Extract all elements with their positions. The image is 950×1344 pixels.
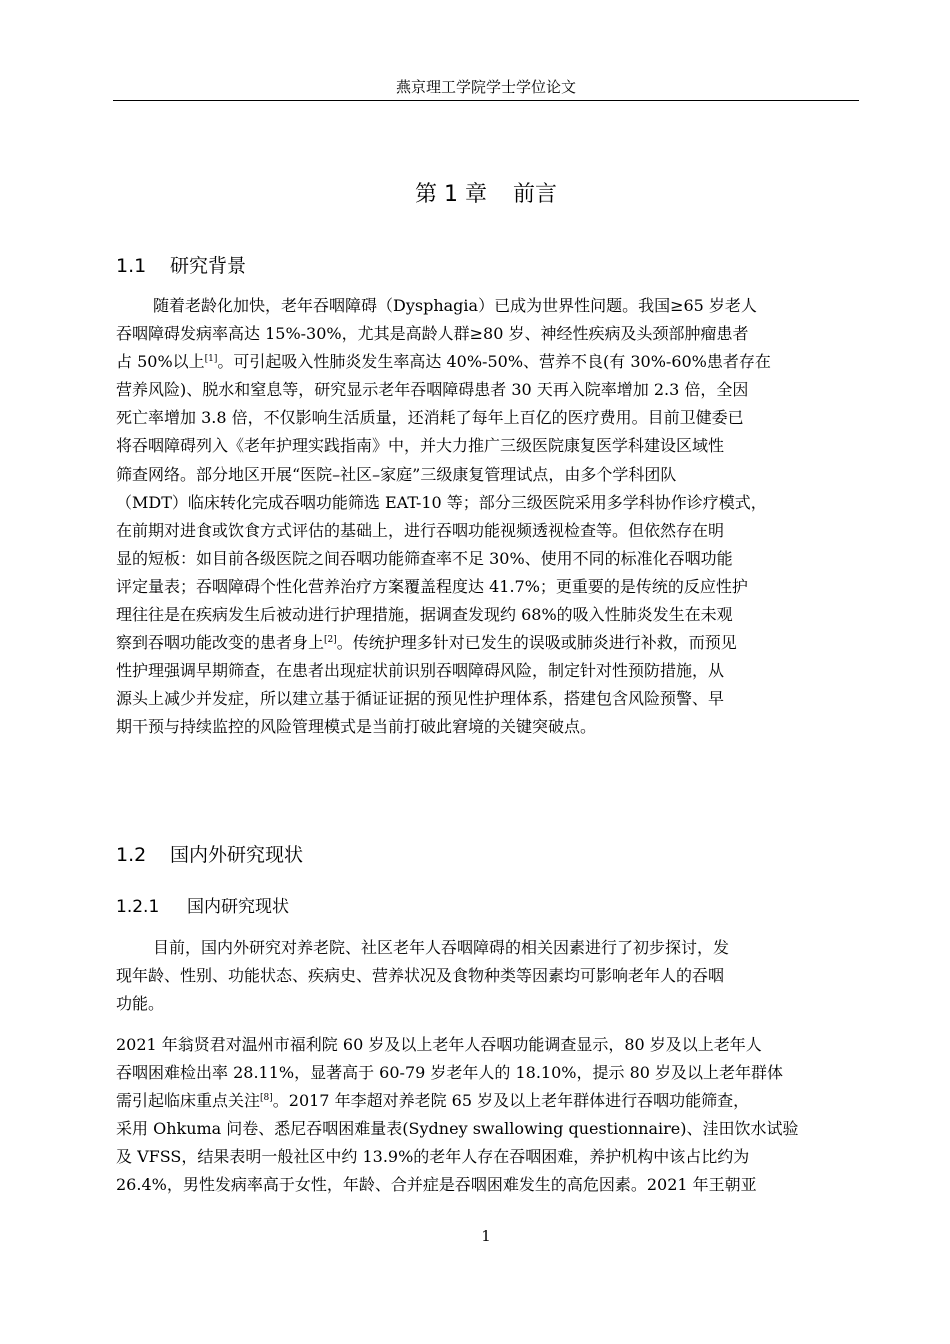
subsection-heading-1-2-1 bbox=[116, 895, 289, 919]
text-line bbox=[116, 348, 862, 376]
text-line: 现年龄、性别、功能状态、疾病史、营养状况及食物种类等因素均可影响老年人的吞咽 bbox=[116, 966, 725, 986]
text-line: 及 VFSS，结果表明一般社区中约 13.9%的老年人存在吞咽困难，养护机构中该占比约为 bbox=[116, 1147, 750, 1167]
text-line: 源头上减少并发症，所以建立基于循证证据的预见性护理体系，搭建包含风险预警、早 bbox=[116, 689, 725, 709]
paragraph-research-background bbox=[116, 292, 862, 742]
text-line: 在前期对进食或饮食方式评估的基础上，进行吞咽功能视频透视检查等。但依然存在明 bbox=[116, 520, 725, 540]
text-line: 随着老龄化加快，老年吞咽障碍（Dysphagia）已成为世界性问题。我国≥65 岁老人 bbox=[153, 296, 757, 315]
text-line: 筛查网络。部分地区开展“医院–社区–家庭”三级康复管理试点，由多个学科团队 bbox=[116, 464, 677, 484]
section-number: 1.2 bbox=[116, 844, 147, 866]
citation: [2] bbox=[324, 635, 337, 646]
text-segment: 。可引起吸入性肺炎发生率高达 40%-50%、营养不良(有 30%-60%患者存在 bbox=[217, 352, 771, 372]
text-line: 死亡率增加 3.8 倍，不仅影响生活质量，还消耗了每年上百亿的医疗费用。目前卫健委已 bbox=[116, 408, 744, 428]
section-title: 国内外研究现状 bbox=[170, 844, 304, 866]
chapter-number: 第 1 章 bbox=[415, 182, 487, 207]
chapter-title bbox=[113, 180, 859, 210]
section-heading-1-2 bbox=[116, 842, 303, 868]
section-heading-1-1 bbox=[116, 253, 246, 279]
section-title: 研究背景 bbox=[170, 255, 247, 277]
text-line: 性护理强调早期筛查，在患者出现症状前识别吞咽障碍风险，制定针对性预防措施，从 bbox=[116, 661, 725, 681]
text-segment: 需引起临床重点关注 bbox=[116, 1091, 261, 1111]
paragraph-domestic-intro bbox=[116, 934, 862, 1018]
text-line: 评定量表；吞咽障碍个性化营养治疗方案覆盖程度达 41.7%；更重要的是传统的反应性护 bbox=[116, 576, 748, 596]
text-segment: 。传统护理多针对已发生的误吸或肺炎进行补救，而预见 bbox=[336, 633, 737, 653]
text-line bbox=[116, 1087, 862, 1115]
paragraph-domestic-studies bbox=[116, 1031, 862, 1200]
page-number: 1 bbox=[481, 1227, 491, 1245]
text-line: 目前，国内外研究对养老院、社区老年人吞咽障碍的相关因素进行了初步探讨，发 bbox=[153, 938, 730, 957]
text-line: 营养风险)、脱水和窒息等，研究显示老年吞咽障碍患者 30 天再入院率增加 2.3 倍，全因 bbox=[116, 380, 749, 400]
text-line: 吞咽困难检出率 28.11%，显著高于 60-79 岁老年人的 18.10%，提示 80 岁及以上老年群体 bbox=[116, 1063, 784, 1083]
header-rule bbox=[113, 100, 859, 101]
text-line: 功能。 bbox=[116, 994, 165, 1014]
text-segment: 占 50%以上 bbox=[116, 352, 205, 372]
text-segment: 。2017 年李超对养老院 65 岁及以上老年群体进行吞咽功能筛查， bbox=[272, 1091, 750, 1111]
text-line: 期干预与持续监控的风险管理模式是当前打破此窘境的关键突破点。 bbox=[116, 717, 597, 737]
text-line: 采用 Ohkuma 问卷、悉尼吞咽困难量表(Sydney swallowing questionnaire)、洼田饮水试验 bbox=[116, 1119, 799, 1139]
text-line: 显的短板：如目前各级医院之间吞咽功能筛查率不足 30%、使用不同的标准化吞咽功能 bbox=[116, 548, 733, 568]
text-line: 2021 年翁贤君对温州市福利院 60 岁及以上老年人吞咽功能调查显示，80 岁及以上老年人 bbox=[116, 1035, 762, 1054]
text-line: （MDT）临床转化完成吞咽功能筛选 EAT-10 等；部分三级医院采用多学科协作诊疗模式， bbox=[116, 492, 767, 512]
citation: [1] bbox=[204, 354, 218, 365]
text-segment: 察到吞咽功能改变的患者身上 bbox=[116, 633, 325, 653]
text-line: 理往往是在疾病发生后被动进行护理措施，据调查发现约 68%的吸入性肺炎发生在未观 bbox=[116, 605, 733, 625]
chapter-name: 前言 bbox=[512, 182, 557, 207]
text-line: 26.4%，男性发病率高于女性，年龄、合并症是吞咽困难发生的高危因素。2021 年王朝亚 bbox=[116, 1175, 757, 1195]
text-line: 吞咽障碍发病率高达 15%-30%，尤其是高龄人群≥80 岁、神经性疾病及头颈部肿瘤患者 bbox=[116, 324, 749, 344]
section-number: 1.1 bbox=[116, 255, 147, 277]
text-line: 将吞咽障碍列入《老年护理实践指南》中，并大力推广三级医院康复医学科建设区域性 bbox=[116, 436, 725, 456]
subsection-title: 国内研究现状 bbox=[187, 897, 289, 917]
page-header: 燕京理工学院学士学位论文 bbox=[395, 78, 576, 96]
subsection-number: 1.2.1 bbox=[116, 897, 160, 917]
citation: [8] bbox=[260, 1093, 273, 1104]
text-line bbox=[116, 629, 862, 657]
